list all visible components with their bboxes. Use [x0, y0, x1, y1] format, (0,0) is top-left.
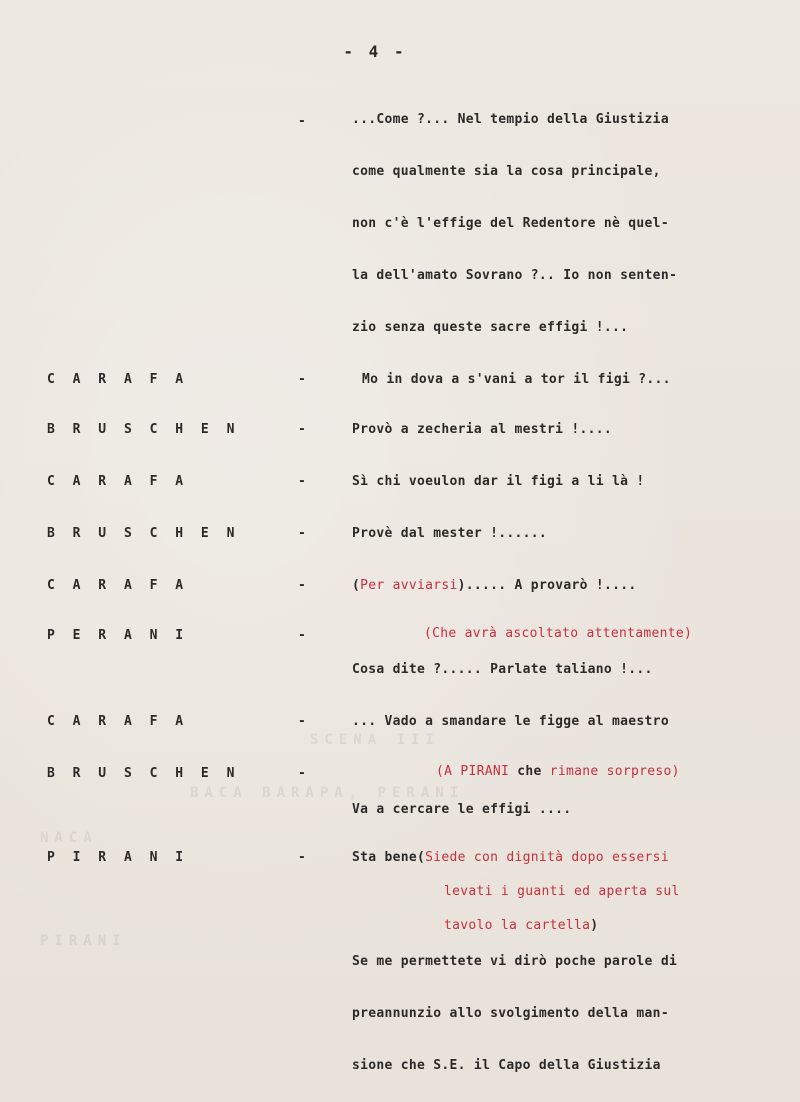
dialogue-line: Sì chi voeulon dar il figi a li là !	[352, 474, 645, 489]
speaker-name: B R U S C H E N	[47, 526, 240, 541]
dialogue-text: )	[590, 918, 599, 933]
speaker-name: C A R A F A	[47, 714, 189, 729]
speech-dash: -	[298, 714, 306, 729]
speaker-name: P I R A N I	[47, 850, 189, 865]
speech-dash: -	[298, 526, 306, 541]
speech-dash: -	[298, 114, 306, 129]
speech-line: preannunzio allo svolgimento della man-	[352, 1006, 669, 1021]
speech-dash: -	[298, 474, 306, 489]
speech-line: zio senza queste sacre effigi !...	[352, 320, 629, 335]
speech-line: ...Come ?... Nel tempio della Giustizia	[352, 112, 669, 127]
stage-direction: rimane sorpreso)	[549, 764, 680, 779]
speech-dash: -	[298, 422, 306, 437]
bleed-through-text: SCENA III	[310, 732, 440, 748]
stage-direction: (A PIRANI	[436, 764, 510, 779]
stage-direction: tavolo la cartella	[444, 918, 591, 933]
stage-direction: Siede con dignità dopo essersi	[425, 850, 669, 865]
speech-dash: -	[298, 372, 306, 387]
dialogue-text: )..... A provarò !....	[457, 578, 637, 593]
page-number: - 4 -	[343, 42, 407, 61]
dialogue-line: Va a cercare le effigi ....	[352, 802, 572, 817]
speaker-name: P E R A N I	[47, 628, 189, 643]
speech-line: non c'è l'effige del Redentore nè quel-	[352, 216, 669, 231]
speech-line: come qualmente sia la cosa principale,	[352, 164, 661, 179]
dialogue-text: che	[509, 764, 550, 779]
dialogue-line	[352, 850, 669, 865]
speech-line: la dell'amato Sovrano ?.. Io non senten-	[352, 268, 678, 283]
speaker-name: B R U S C H E N	[47, 766, 240, 781]
speaker-name: C A R A F A	[47, 372, 189, 387]
speech-line: Se me permettete vi dirò poche parole di	[352, 954, 678, 969]
bleed-through-text: NACA	[40, 830, 98, 846]
dialogue-line: Provè dal mester !......	[352, 526, 548, 541]
speech-dash: -	[298, 850, 306, 865]
speaker-name: B R U S C H E N	[47, 422, 240, 437]
speech-dash: -	[298, 578, 306, 593]
speaker-name: C A R A F A	[47, 474, 189, 489]
stage-direction: (Che avrà ascoltato attentamente)	[424, 626, 693, 641]
dialogue-line: Provò a zecheria al mestri !....	[352, 422, 613, 437]
bleed-through-text: BACA BARAPA, PERANI	[190, 785, 465, 801]
dialogue-line	[352, 578, 636, 593]
speech-dash: -	[298, 766, 306, 781]
dialogue-line	[436, 764, 680, 779]
bleed-through-text: PIRANI	[40, 933, 127, 949]
dialogue-text: Sta bene(	[352, 850, 426, 865]
dialogue-line: ... Vado a smandare le figge al maestro	[352, 714, 669, 729]
speaker-name: C A R A F A	[47, 578, 189, 593]
speech-dash: -	[298, 628, 306, 643]
dialogue-line: Mo in dova a s'vani a tor il figi ?...	[362, 372, 671, 387]
dialogue-line: Cosa dite ?..... Parlate taliano !...	[352, 662, 653, 677]
paren-open: (	[352, 578, 361, 593]
stage-direction: Per avviarsi	[360, 578, 458, 593]
stage-direction: levati i guanti ed aperta sul	[444, 884, 680, 899]
dialogue-line	[444, 918, 598, 933]
speech-line: sione che S.E. il Capo della Giustizia	[352, 1058, 661, 1073]
